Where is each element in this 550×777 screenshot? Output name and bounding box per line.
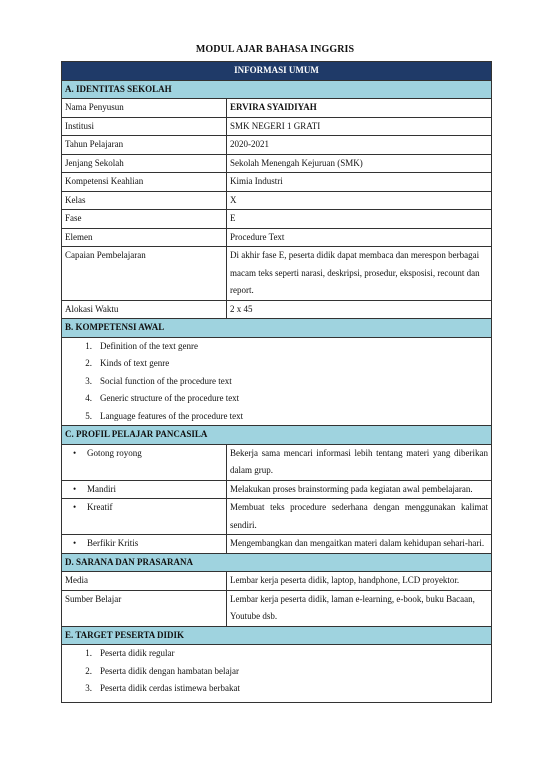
section-heading: D. SARANA DAN PRASARANA <box>62 553 492 572</box>
bullet-icon: • <box>73 483 77 494</box>
bullet-icon: • <box>73 538 77 548</box>
table-row <box>62 480 492 499</box>
row-label: Capaian Pembelajaran <box>62 247 227 301</box>
row-label: Alokasi Waktu <box>62 300 227 319</box>
list-item: 5. Language features of the procedure text <box>85 410 244 421</box>
section-header-target <box>62 626 492 645</box>
section-heading: B. KOMPETENSI AWAL <box>62 319 492 338</box>
section-heading: A. IDENTITAS SEKOLAH <box>62 80 492 99</box>
row-label: • Gotong royong <box>62 444 227 480</box>
row-label: Media <box>62 572 227 591</box>
table-row <box>62 247 492 301</box>
table-row <box>62 173 492 192</box>
list-item: 2. Kinds of text genre <box>85 358 170 368</box>
row-label: Kelas <box>62 191 227 210</box>
row-label: Nama Penyusun <box>62 99 227 118</box>
row-value: Bekerja sama mencari informasi lebih tentang materi yang diberikan dalam grup. <box>227 444 492 480</box>
section-header-informasi-umum <box>62 62 492 81</box>
table-row <box>62 99 492 118</box>
row-value: X <box>227 191 492 210</box>
section-heading: E. TARGET PESERTA DIDIK <box>62 626 492 645</box>
list-item: 1. Definition of the text genre <box>85 340 198 351</box>
section-header-identitas <box>62 80 492 99</box>
row-label: Institusi <box>62 117 227 136</box>
list-item: 2. Peserta didik dengan hambatan belajar <box>85 665 239 676</box>
section-heading: C. PROFIL PELAJAR PANCASILA <box>62 426 492 445</box>
row-value: Melakukan proses brainstorming pada kegiatan awal pembelajaran. <box>227 480 492 499</box>
section-header-profil <box>62 426 492 445</box>
table-row <box>62 191 492 210</box>
row-label: Sumber Belajar <box>62 590 227 626</box>
row-label: Fase <box>62 210 227 229</box>
document-title: MODUL AJAR BAHASA INGGRIS <box>195 44 355 55</box>
row-value: Membuat teks procedure sederhana dengan menggunakan kalimat sendiri. <box>227 499 492 535</box>
row-label: • Berfikir Kritis <box>62 535 227 554</box>
row-label: Jenjang Sekolah <box>62 154 227 173</box>
competency-list <box>62 337 492 426</box>
row-value: 2020-2021 <box>227 136 492 155</box>
table-row <box>62 228 492 247</box>
row-value: Mengembangkan dan mengaitkan materi dalam kehidupan sehari-hari. <box>227 535 492 554</box>
row-label: Kompetensi Keahlian <box>62 173 227 192</box>
row-label: Elemen <box>62 228 227 247</box>
row-value: 2 x 45 <box>227 300 492 319</box>
list-item: 3. Peserta didik cerdas istimewa berbakat <box>85 683 240 693</box>
table-row <box>62 210 492 229</box>
table-row <box>62 535 492 554</box>
row-value: Lembar kerja peserta didik, laman e-learning, e-book, buku Bacaan, Youtube dsb. <box>227 590 492 626</box>
list-item: 1. Peserta didik regular <box>85 648 175 658</box>
section-header-sarana <box>62 553 492 572</box>
row-value: Di akhir fase E, peserta didik dapat membaca dan merespon berbagai macam teks seperti narasi, deskripsi, prosedur, eksposisi, recount dan report. <box>227 247 492 301</box>
row-label: • Kreatif <box>62 499 227 535</box>
table-row <box>62 444 492 480</box>
row-value: Kimia Industri <box>227 173 492 192</box>
row-label: Tahun Pelajaran <box>62 136 227 155</box>
list-row <box>62 645 492 703</box>
list-item: 4. Generic structure of the procedure text <box>85 393 240 403</box>
target-list <box>62 645 492 703</box>
table-row <box>62 136 492 155</box>
table-row <box>62 117 492 136</box>
bullet-icon: • <box>73 447 77 458</box>
row-value: Procedure Text <box>227 228 492 247</box>
row-value: ERVIRA SYAIDIYAH <box>227 99 492 118</box>
list-row <box>62 337 492 426</box>
row-label: • Mandiri <box>62 480 227 499</box>
bullet-icon: • <box>73 502 77 512</box>
table-row <box>62 590 492 626</box>
list-item: 3. Social function of the procedure text <box>85 375 232 386</box>
table-row <box>62 572 492 591</box>
section-header-kompetensi <box>62 319 492 338</box>
table-row <box>62 499 492 535</box>
section-title: INFORMASI UMUM <box>62 62 492 81</box>
table-row <box>62 300 492 319</box>
table-row <box>62 154 492 173</box>
row-value: Lembar kerja peserta didik, laptop, handphone, LCD proyektor. <box>227 572 492 591</box>
row-value: E <box>227 210 492 229</box>
module-table <box>61 61 492 703</box>
row-value: Sekolah Menengah Kejuruan (SMK) <box>227 154 492 173</box>
row-value: SMK NEGERI 1 GRATI <box>227 117 492 136</box>
